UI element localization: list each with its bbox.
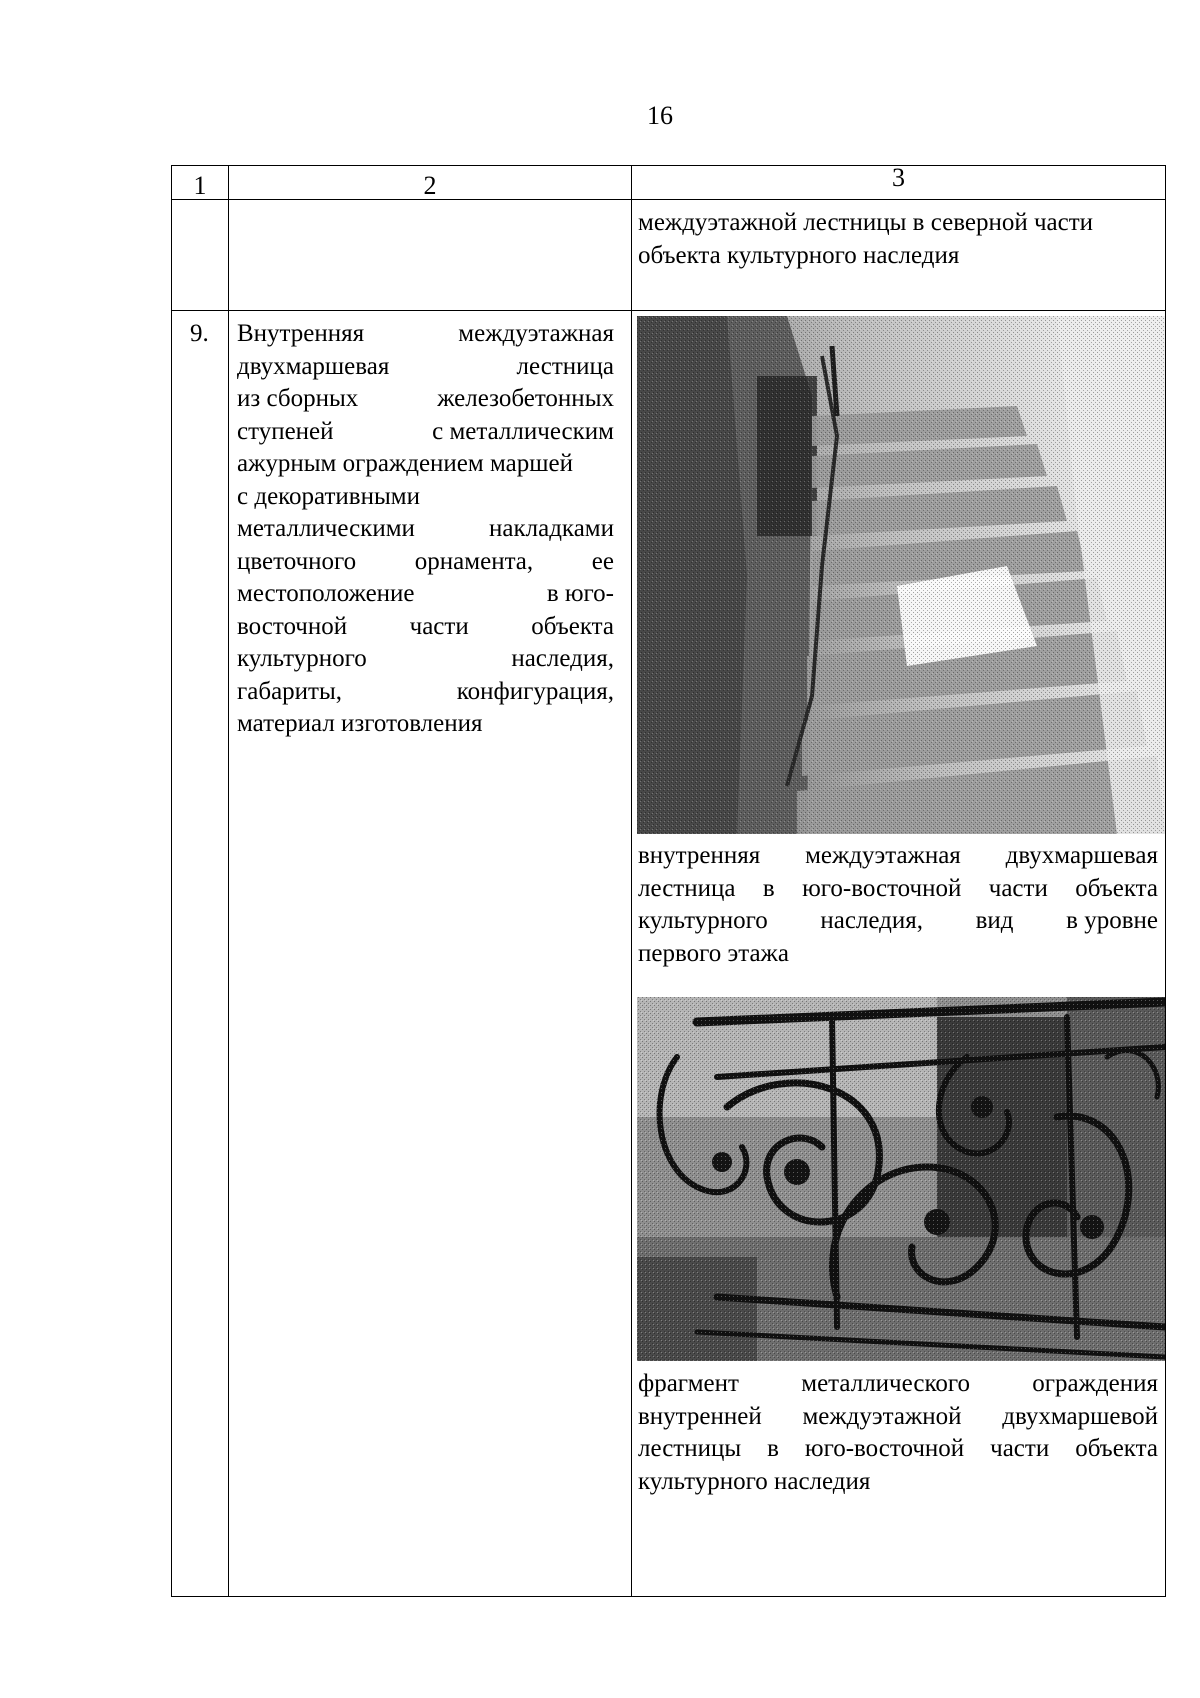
text-fragment: Внутренняя	[237, 320, 365, 347]
text-fragment: из сборных	[237, 385, 359, 412]
text-fragment: металлического	[801, 1370, 970, 1397]
text-fragment: ее	[591, 547, 614, 575]
caption-line: культурного наследия	[638, 1467, 871, 1495]
text-fragment: ступеней	[237, 417, 334, 445]
description-line	[237, 578, 614, 611]
caption-line	[638, 1368, 1158, 1401]
text-fragment: части	[988, 874, 1048, 902]
text-fragment: в уровне	[1066, 907, 1158, 934]
column-header-3: 3	[892, 163, 905, 192]
text-fragment: железобетонных	[437, 385, 614, 412]
text-fragment: местоположение	[237, 580, 415, 607]
continued-row-line	[638, 207, 1158, 240]
column-header-1: 1	[193, 171, 207, 200]
continued-row-text	[638, 207, 1158, 272]
text-fragment: ажурным ограждением маршей	[237, 450, 573, 477]
caption-line	[638, 1401, 1158, 1434]
text-fragment: культурного	[638, 907, 768, 934]
text-fragment: объекта	[1075, 1435, 1158, 1462]
caption-line	[638, 873, 1158, 906]
text-fragment: конфигурация,	[456, 677, 614, 705]
text-fragment: юго-восточной	[804, 1435, 965, 1462]
description-line	[237, 546, 614, 579]
description-line	[237, 351, 614, 384]
page-number: 16	[647, 101, 673, 130]
caption-line	[638, 905, 1158, 938]
description-line	[237, 611, 614, 644]
description-line: с декоративными	[237, 482, 420, 510]
text-fragment: металлическими	[237, 515, 415, 542]
text-fragment: двухмаршевой	[1002, 1402, 1158, 1430]
description-line	[237, 416, 614, 449]
staircase-photo	[637, 316, 1165, 834]
text-fragment: части	[990, 1435, 1050, 1462]
text-fragment: вид	[975, 907, 1014, 934]
text-fragment: в юго-	[546, 580, 614, 607]
description-line: материал изготовления	[237, 710, 483, 737]
description-line	[237, 318, 614, 351]
continued-row-line: объекта культурного наследия	[638, 241, 960, 269]
description-line	[237, 676, 614, 709]
text-fragment: ограждения	[1032, 1370, 1158, 1397]
text-fragment: восточной	[237, 612, 348, 640]
column-header-2: 2	[423, 171, 437, 200]
text-fragment: с металлическим	[432, 417, 614, 445]
text-fragment: двухмаршевая	[237, 352, 390, 380]
row-divider	[171, 310, 1166, 311]
staircase-caption	[638, 840, 1158, 970]
text-fragment: двухмаршевая	[1005, 842, 1158, 869]
text-fragment: культурного	[237, 645, 367, 672]
text-fragment: междуэтажная	[805, 842, 961, 869]
description-line	[237, 513, 614, 546]
text-fragment: междуэтажная	[458, 320, 614, 347]
row-number: 9.	[190, 320, 209, 347]
railing-photo-icon	[637, 997, 1165, 1361]
text-fragment: накладками	[489, 515, 614, 542]
railing-photo	[637, 997, 1165, 1361]
railing-caption	[638, 1368, 1158, 1498]
text-fragment: фрагмент	[638, 1370, 739, 1397]
column-divider-2	[631, 165, 632, 1597]
text-fragment: объекта	[1075, 874, 1158, 902]
text-fragment: наследия,	[511, 645, 614, 672]
staircase-photo-icon	[637, 316, 1165, 834]
text-fragment: орнамента,	[414, 547, 534, 575]
text-fragment: лестницы	[638, 1435, 742, 1462]
text-fragment: объекта	[531, 612, 614, 640]
row-description	[237, 318, 614, 741]
text-fragment: внутренней	[638, 1402, 762, 1430]
text-fragment: лестница	[638, 874, 736, 902]
table-right-border	[1165, 165, 1166, 1597]
description-line	[237, 643, 614, 676]
caption-line	[638, 840, 1158, 873]
text-fragment: в	[762, 874, 775, 902]
caption-line: первого этажа	[638, 939, 789, 967]
column-divider-1	[228, 165, 229, 1597]
text-fragment: юго-восточной	[802, 874, 962, 902]
text-fragment: в	[767, 1435, 779, 1462]
text-fragment: части	[409, 612, 469, 640]
text-fragment: междуэтажной	[802, 1402, 962, 1430]
table-left-border	[171, 165, 172, 1597]
text-fragment: внутренняя	[638, 842, 761, 869]
text-fragment: наследия,	[820, 907, 924, 934]
text-fragment: габариты,	[237, 677, 343, 705]
text-fragment: лестница	[516, 352, 614, 380]
text-fragment: цветочного	[237, 547, 357, 575]
description-line	[237, 383, 614, 416]
text-fragment: междуэтажной лестницы в северной части	[638, 209, 1094, 236]
table-bottom-border	[171, 1596, 1166, 1597]
description-line	[237, 448, 614, 481]
caption-line	[638, 1433, 1158, 1466]
